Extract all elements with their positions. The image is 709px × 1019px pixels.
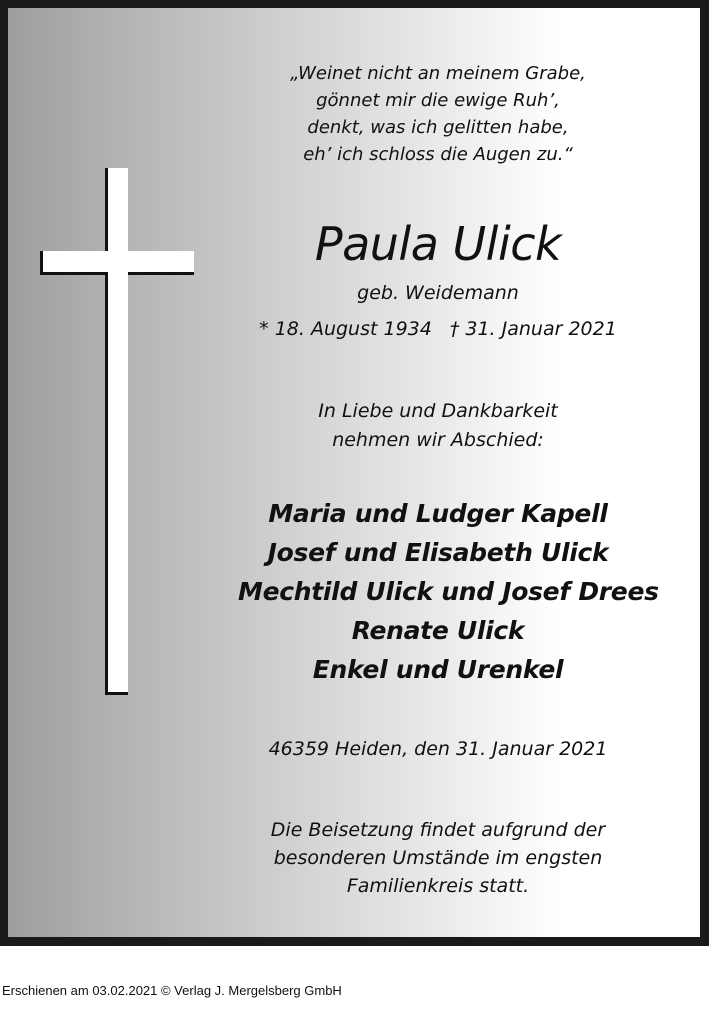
life-dates: [238, 316, 638, 342]
cross-vertical-top: [108, 168, 128, 272]
quote-line: gönnet mir die ewige Ruh’,: [316, 90, 560, 111]
burial-note: [238, 816, 638, 900]
mourner-entry: Maria und Ludger Kapell: [268, 499, 608, 528]
farewell-line: In Liebe und Dankbarkeit: [318, 400, 558, 422]
mourner-entry: Enkel und Urenkel: [312, 655, 564, 684]
quote-line: „Weinet nicht an meinem Grabe,: [290, 63, 586, 84]
birth-date: * 18. August 1934: [259, 318, 432, 340]
farewell-text: [238, 397, 638, 455]
quote-line: eh’ ich schloss die Augen zu.“: [303, 144, 573, 165]
burial-line: Die Beisetzung findet aufgrund der: [270, 819, 606, 841]
quote-line: denkt, was ich gelitten habe,: [307, 117, 569, 138]
deceased-name: Paula Ulick: [314, 217, 562, 271]
mourner-entry: Josef und Elisabeth Ulick: [267, 538, 609, 567]
place-date: 46359 Heiden, den 31. Januar 2021: [268, 738, 608, 760]
mourner-entry: Renate Ulick: [351, 616, 525, 645]
farewell-line: nehmen wir Abschied:: [332, 429, 544, 451]
quote-block: [238, 60, 638, 168]
publication-footer: Erschienen am 03.02.2021 © Verlag J. Mergelsberg GmbH: [2, 983, 342, 998]
birth-name: geb. Weidemann: [357, 282, 519, 304]
mourners-list: [238, 494, 659, 689]
burial-line: Familienkreis statt.: [346, 875, 530, 897]
death-date: † 31. Januar 2021: [449, 318, 617, 340]
mourner-entry: Mechtild Ulick und Josef Drees: [238, 577, 659, 606]
burial-line: besonderen Umstände im engsten: [273, 847, 603, 869]
